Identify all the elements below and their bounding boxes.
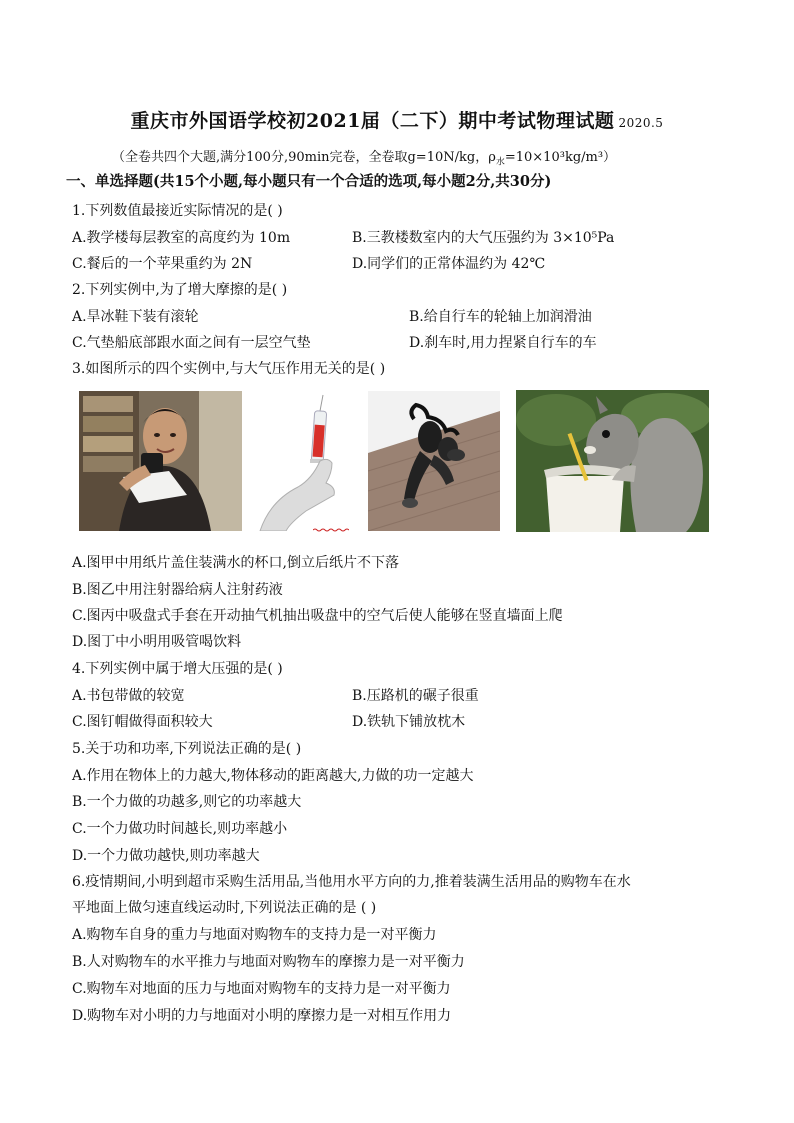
- title-text: 重庆市外国语学校初2021届（二下）期中考试物理试题: [130, 110, 615, 132]
- question-4-stem: 4.下列实例中属于增大压强的是( ): [72, 661, 283, 677]
- question-3-option-c: C.图丙中吸盘式手套在开动抽气机抽出吸盘中的空气后使人能够在竖直墙面上爬: [72, 608, 563, 624]
- question-6-option-d: D.购物车对小明的力与地面对小明的摩擦力是一对相互作用力: [72, 1008, 452, 1024]
- question-4-option-a: A.书包带做的较宽: [72, 688, 185, 704]
- question-5-option-a: A.作用在物体上的力越大,物体移动的距离越大,力做的功一定越大: [72, 768, 474, 784]
- question-2-option-d: D.刹车时,用力捏紧自行车的车: [409, 335, 597, 351]
- photo-jia-cup-paper: [79, 391, 242, 531]
- photo-ding-squirrel-straw: [516, 390, 709, 532]
- question-5-stem: 5.关于功和功率,下列说法正确的是( ): [72, 741, 302, 757]
- question-4-option-b: B.压路机的碾子很重: [352, 688, 479, 704]
- exam-date: 2020.5: [618, 116, 664, 130]
- question-1-option-b: B.三教楼数室内的大气压强约为 3×10⁵Pa: [352, 230, 615, 246]
- question-2-option-a: A.旱冰鞋下装有滚轮: [72, 309, 199, 325]
- question-3-stem: 3.如图所示的四个实例中,与大气压作用无关的是( ): [72, 361, 386, 377]
- question-2-option-c: C.气垫船底部跟水面之间有一层空气垫: [72, 335, 311, 351]
- question-2-stem: 2.下列实例中,为了增大摩擦的是( ): [72, 282, 288, 298]
- question-6-option-a: A.购物车自身的重力与地面对购物车的支持力是一对平衡力: [72, 927, 437, 943]
- question-2-option-b: B.给自行车的轮轴上加润滑油: [409, 309, 592, 325]
- question-4-option-d: D.铁轨下铺放枕木: [352, 714, 466, 730]
- question-1-option-d: D.同学们的正常体温约为 42℃: [352, 256, 546, 272]
- question-1-option-a: A.教学楼每层教室的高度约为 10m: [72, 230, 291, 246]
- question-6-option-b: B.人对购物车的水平推力与地面对购物车的摩擦力是一对平衡力: [72, 954, 465, 970]
- question-3-option-b: B.图乙中用注射器给病人注射药液: [72, 582, 283, 598]
- photo-yi-syringe: [250, 391, 360, 531]
- section-heading: 一、单选择题(共15个小题,每小题只有一个合适的选项,每小题2分,共30分): [66, 173, 552, 190]
- question-6-stem: 6.疫情期间,小明到超市采购生活用品,当他用水平方向的力,推着装满生活用品的购物车在水: [72, 874, 631, 890]
- question-6-stem-continued: 平地面上做匀速直线运动时,下列说法正确的是 ( ): [72, 900, 377, 916]
- question-5-option-b: B.一个力做的功越多,则它的功率越大: [72, 794, 302, 810]
- question-3-option-d: D.图丁中小明用吸管喝饮料: [72, 634, 242, 650]
- wavy-underline: [313, 528, 349, 532]
- question-1-stem: 1.下列数值最接近实际情况的是( ): [72, 203, 283, 219]
- exam-instructions: （全卷共四个大题,满分100分,90min完卷，全卷取g=10N/kg，$\rho_水=10\times 10^3kg/m^3$）: [112, 150, 617, 168]
- exam-title: [0, 106, 794, 133]
- question-3-option-a: A.图甲中用纸片盖住装满水的杯口,倒立后纸片不下落: [72, 555, 400, 571]
- question-5-option-c: C.一个力做功时间越长,则功率越小: [72, 821, 288, 837]
- question-6-option-c: C.购物车对地面的压力与地面对购物车的支持力是一对平衡力: [72, 981, 451, 997]
- question-5-option-d: D.一个力做功越快,则功率越大: [72, 848, 260, 864]
- photo-bing-wall-climber: [368, 391, 500, 531]
- question-4-option-c: C.图钉帽做得面积较大: [72, 714, 213, 730]
- question-1-option-c: C.餐后的一个苹果重约为 2N: [72, 256, 253, 272]
